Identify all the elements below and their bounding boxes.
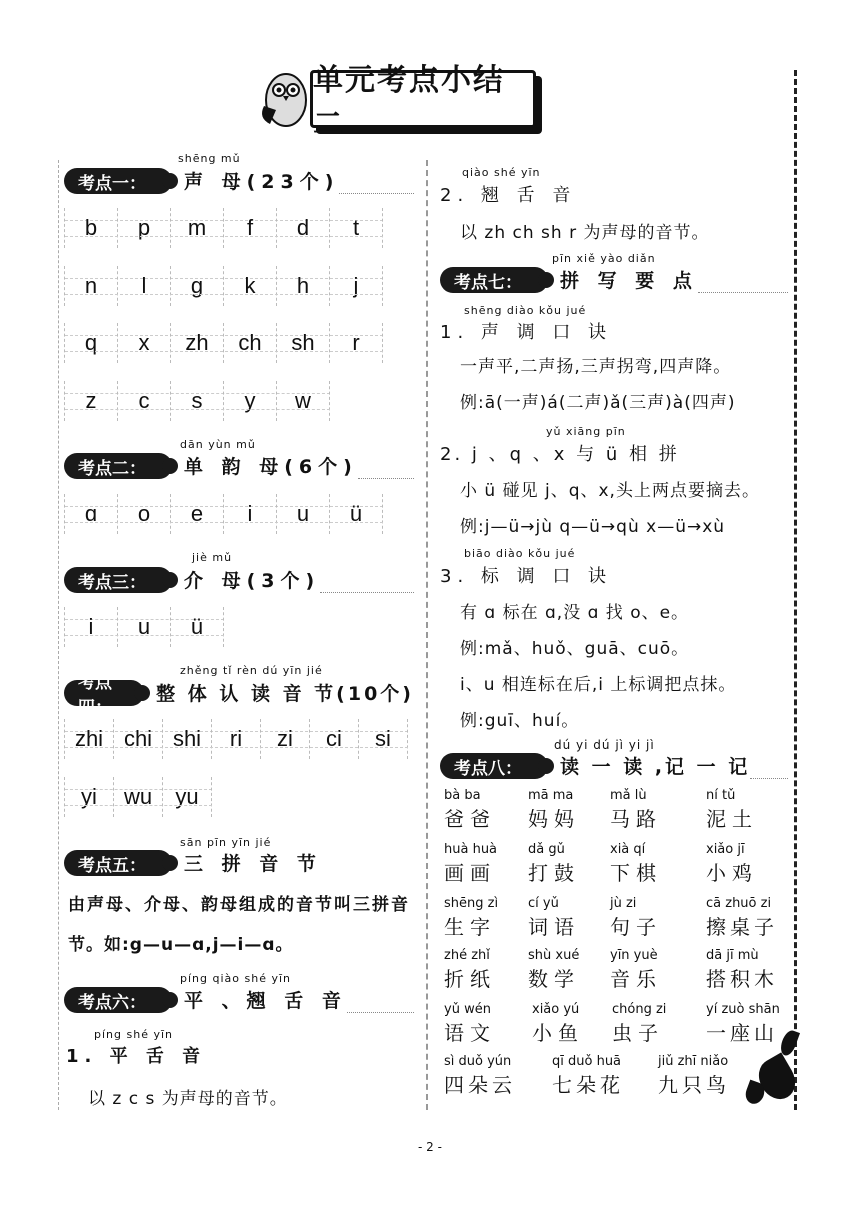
word-item: yīn yuè 音乐 [610,948,662,991]
s1-row-1 [64,208,383,248]
s5-pinyin: sān pīn yīn jié [180,836,272,849]
s6-sub1-text: 以 z c s 为声母的音节。 [88,1089,288,1109]
word-item: shēng zì 生字 [444,896,499,939]
letter-cell: r [330,323,383,363]
s1-title: 声 母(23个) [184,171,340,193]
s3-header [64,566,414,593]
s6-sub1-heading: 1. 平 舌 音 [66,1046,207,1067]
letter-cell: j [330,266,383,306]
s7-p2-text: 小 ü 碰见 j、q、x,头上两点要摘去。 [460,481,760,501]
letter-cell: i [65,607,118,647]
s6-sub1-pinyin: píng shé yīn [94,1028,173,1041]
word-item: chóng zi 虫子 [612,1002,667,1045]
s1-row-3 [64,323,383,363]
letter-cell: i [224,494,277,534]
s2-pinyin: dān yùn mǔ [180,438,256,451]
s2-badge: 考点二： [64,453,172,479]
letter-cell: b [65,208,118,248]
s5-badge: 考点五： [64,850,172,876]
letter-cell: f [224,208,277,248]
s7-title: 拼 写 要 点 [560,270,698,292]
letter-cell: q [65,323,118,363]
s1-header [64,167,414,194]
word-item: jù zi 句子 [610,896,662,939]
letter-cell: d [277,208,330,248]
letter-cell: u [277,494,330,534]
s6-sub2-pinyin: qiào shé yīn [462,166,541,179]
syllable-cell: zi [261,719,310,759]
s6-title: 平 、翘 舌 音 [184,990,347,1012]
word-item: cí yǔ 词语 [528,896,580,939]
word-item: yǔ wén 语文 [444,1002,496,1045]
syllable-cell: chi [114,719,163,759]
letter-cell: x [118,323,171,363]
s4-pinyin: zhěng tǐ rèn dú yīn jié [180,664,323,677]
s7-p1-text: 一声平,二声扬,三声拐弯,四声降。 [460,357,732,377]
letter-cell: t [330,208,383,248]
letter-cell: ü [171,607,224,647]
s4-badge: 考点四： [64,680,144,706]
letter-cell: o [118,494,171,534]
word-item: bà ba 爸爸 [444,788,496,831]
s4-row-1 [64,719,408,759]
page-number: - 2 - [418,1140,442,1154]
s6-sub2-text: 以 zh ch sh r 为声母的音节。 [460,223,710,243]
s3-row-1 [64,607,224,647]
word-item: ní tǔ 泥土 [706,788,758,831]
letter-cell: y [224,381,277,421]
word-item: dǎ gǔ 打鼓 [528,842,580,885]
syllable-cell: ci [310,719,359,759]
s7-p2-example: 例:j—ü→jù q—ü→qù x—ü→xù [460,517,726,537]
s8-title: 读 一 读 ,记 一 记 [560,756,751,778]
word-item: yí zuò shān 一座山 [706,1002,780,1045]
letter-cell: e [171,494,224,534]
page-title: 单元考点小结二 [310,70,536,128]
s7-p1-example: 例:ā(一声)á(二声)ǎ(三声)à(四声) [460,393,736,413]
s1-pinyin: shēng mǔ [178,152,241,165]
syllable-cell: zhi [65,719,114,759]
s5-title: 三 拼 音 节 [184,853,322,875]
word-item: huà huà 画画 [444,842,498,885]
s2-header [64,452,414,479]
s6-badge: 考点六： [64,987,172,1013]
column-divider [426,160,429,1110]
letter-cell: g [171,266,224,306]
letter-cell: n [65,266,118,306]
word-item: cā zhuō zi 擦桌子 [706,896,778,939]
s7-p1-pinyin: shēng diào kǒu jué [464,304,587,317]
syllable-cell: yu [163,777,212,817]
s3-badge: 考点三： [64,567,172,593]
word-item: xiǎo yú 小鱼 [532,1002,584,1045]
s7-p3-text: 有 ɑ 标在 ɑ,没 ɑ 找 o、e。 [460,603,690,623]
s7-p3-pinyin: biāo diào kǒu jué [464,547,576,560]
letter-cell: c [118,381,171,421]
s1-row-2 [64,266,383,306]
s1-row-4 [64,381,330,421]
s7-p3-example-2: 例:guī、huí。 [460,711,580,731]
s1-badge: 考点一： [64,168,172,194]
s4-title: 整 体 认 读 音 节(10个) [156,683,414,705]
s7-header [440,266,788,293]
s7-p3-example: 例:mǎ、huǒ、guā、cuō。 [460,639,690,659]
s5-text-1: 由声母、介母、韵母组成的音节叫三拼音 [68,895,410,915]
word-item: qī duǒ huā 七朵花 [552,1054,624,1097]
s6-pinyin: píng qiào shé yīn [180,972,291,985]
s2-row-1 [64,494,383,534]
s7-p2-pinyin: yǔ xiāng pīn [546,425,626,438]
word-item: xià qí 下棋 [610,842,662,885]
word-item: jiǔ zhī niǎo 九只鸟 [658,1054,730,1097]
letter-cell: ɑ [65,494,118,534]
s8-header [440,752,788,779]
s4-row-2 [64,777,212,817]
s7-p3-heading: 3. 标 调 口 诀 [440,566,613,587]
syllable-cell: si [359,719,408,759]
letter-cell: zh [171,323,224,363]
left-border [58,160,60,1110]
s7-p2-heading: 2. j 、q 、x 与 ü 相 拼 [440,444,680,465]
s2-title: 单 韵 母(6个) [184,456,358,478]
letter-cell: m [171,208,224,248]
s4-header [64,673,414,718]
s3-title: 介 母(3个) [184,570,321,592]
s3-pinyin: jiè mǔ [192,551,233,564]
s7-p1-heading: 1. 声 调 口 诀 [440,322,613,343]
word-item: mǎ lù 马路 [610,788,662,831]
owl-icon [256,66,314,130]
word-item: xiǎo jī 小鸡 [706,842,758,885]
letter-cell: ü [330,494,383,534]
s5-text-2: 节。如:g—u—ɑ,j—i—ɑ。 [68,935,294,955]
word-item: zhé zhǐ 折纸 [444,948,496,991]
letter-cell: k [224,266,277,306]
letter-cell: sh [277,323,330,363]
letter-cell: u [118,607,171,647]
syllable-cell: shi [163,719,212,759]
word-item: mā ma 妈妈 [528,788,580,831]
letter-cell: z [65,381,118,421]
letter-cell: h [277,266,330,306]
s8-badge: 考点八： [440,753,548,779]
letter-cell: l [118,266,171,306]
s5-header [64,849,414,876]
s6-sub2-heading: 2. 翘 舌 音 [440,185,577,206]
letter-cell: p [118,208,171,248]
word-item: dā jī mù 搭积木 [706,948,778,991]
word-item: shù xué 数学 [528,948,580,991]
letter-cell: ch [224,323,277,363]
s8-pinyin: dú yi dú jì yi jì [554,738,655,752]
syllable-cell: yi [65,777,114,817]
syllable-cell: wu [114,777,163,817]
right-border [794,70,799,1110]
word-item: sì duǒ yún 四朵云 [444,1054,516,1097]
s7-p3-text-2: i、u 相连标在后,i 上标调把点抹。 [460,675,737,695]
syllable-cell: ri [212,719,261,759]
s7-pinyin: pīn xiě yào diǎn [552,252,656,265]
s7-badge: 考点七： [440,267,548,293]
letter-cell: w [277,381,330,421]
letter-cell: s [171,381,224,421]
s6-header [64,986,414,1013]
